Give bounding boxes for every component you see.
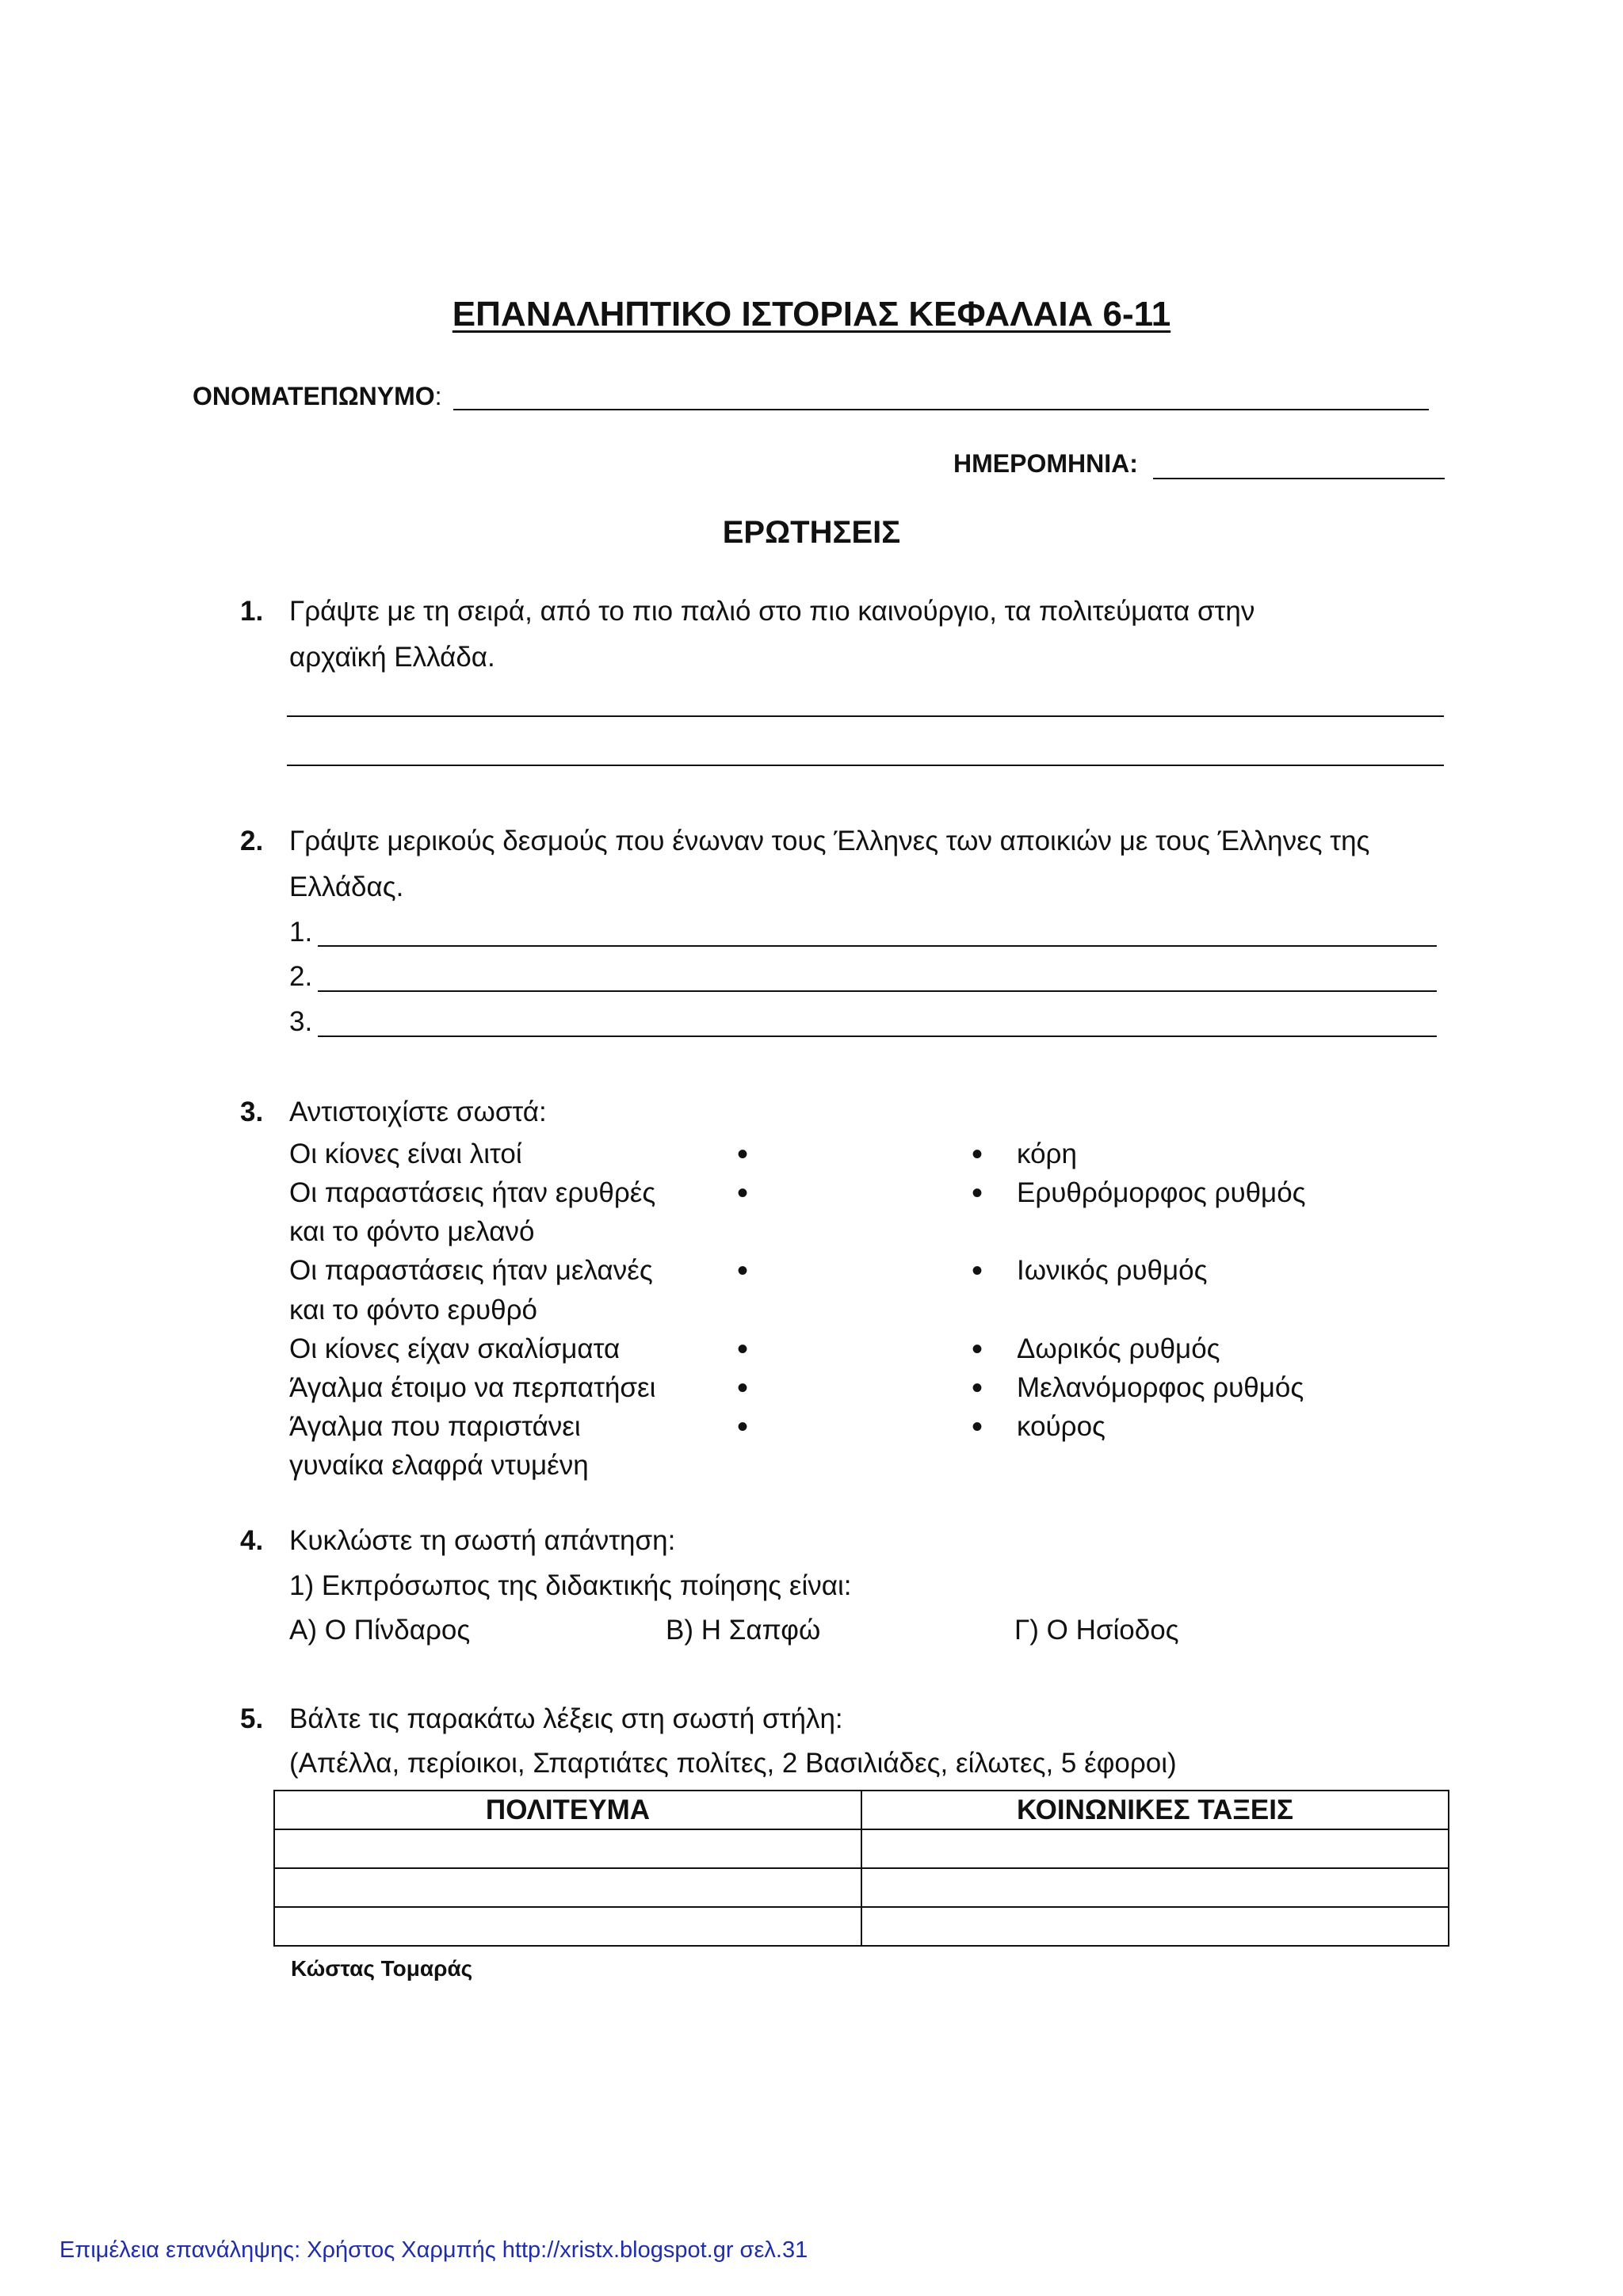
- q4-prompt: Κυκλώστε τη σωστή απάντηση:: [289, 1525, 676, 1556]
- column-header-koinonikes-taxeis: ΚΟΙΝΩΝΙΚΕΣ ΤΑΞΕΙΣ: [861, 1791, 1449, 1829]
- q3-left-item: Άγαλμα που παριστάνει: [289, 1411, 581, 1442]
- q3-right-item: Ιωνικός ρυθμός: [1017, 1255, 1208, 1286]
- q2-answer-line[interactable]: [318, 1035, 1437, 1037]
- q3-left-bullet[interactable]: •: [737, 1176, 749, 1211]
- q2-number: 2.: [240, 826, 264, 856]
- table-cell[interactable]: [274, 1829, 861, 1868]
- q4-subquestion: 1) Εκπρόσωπος της διδακτικής ποίησης είναι:: [289, 1570, 852, 1601]
- q3-left-item: Άγαλμα έτοιμο να περπατήσει: [289, 1372, 656, 1403]
- table-row: [274, 1907, 1449, 1946]
- date-answer-line[interactable]: [1153, 478, 1445, 479]
- q3-right-item: κούρος: [1017, 1411, 1106, 1442]
- q2-answer-line[interactable]: [318, 990, 1437, 992]
- q2-item-number: 1.: [289, 917, 313, 948]
- q3-left-bullet[interactable]: •: [737, 1137, 749, 1172]
- q3-right-bullet[interactable]: •: [972, 1253, 983, 1288]
- section-title: ΕΡΩΤΗΣΕΙΣ: [722, 515, 901, 550]
- table-cell[interactable]: [274, 1907, 861, 1946]
- q3-prompt: Αντιστοιχίστε σωστά:: [289, 1097, 547, 1127]
- q2-text-line1: Γράψτε μερικούς δεσμούς που ένωναν τους Έλληνες των αποικιών με τους Έλληνες της: [289, 826, 1370, 856]
- name-label-text: ΟΝΟΜΑΤΕΠΩΝΥΜΟ: [193, 382, 435, 410]
- q3-right-item: Μελανόμορφος ρυθμός: [1017, 1372, 1304, 1403]
- q3-left-item: Οι κίονες είχαν σκαλίσματα: [289, 1333, 621, 1364]
- q3-left-bullet[interactable]: •: [737, 1409, 749, 1444]
- q3-right-item: Δωρικός ρυθμός: [1017, 1333, 1220, 1364]
- q1-answer-line[interactable]: [287, 765, 1444, 766]
- q4-option-c[interactable]: Γ) Ο Ησίοδος: [1014, 1615, 1179, 1646]
- table-cell[interactable]: [274, 1868, 861, 1907]
- table-row: [274, 1829, 1449, 1868]
- author-name: Κώστας Τομαράς: [291, 1956, 473, 1981]
- q3-right-item: κόρη: [1017, 1138, 1077, 1169]
- q5-prompt: Βάλτε τις παρακάτω λέξεις στη σωστή στήλη:: [289, 1703, 843, 1734]
- date-field-label: ΗΜΕΡΟΜΗΝΙΑ:: [953, 449, 1138, 478]
- q1-text-line2: αρχαϊκή Ελλάδα.: [289, 642, 495, 673]
- q3-left-item: Οι παραστάσεις ήταν ερυθρές: [289, 1177, 656, 1208]
- q3-left-item: Οι παραστάσεις ήταν μελανές: [289, 1255, 653, 1286]
- column-header-politevma: ΠΟΛΙΤΕΥΜΑ: [274, 1791, 861, 1829]
- q1-number: 1.: [240, 596, 264, 627]
- q3-right-bullet[interactable]: •: [972, 1409, 983, 1444]
- worksheet-title: ΕΠΑΝΑΛΗΠΤΙΚΟ ΙΣΤΟΡΙΑΣ ΚΕΦΑΛΑΙΑ 6-11: [452, 295, 1171, 334]
- name-label-colon: :: [434, 382, 442, 410]
- q3-left-bullet[interactable]: •: [737, 1332, 749, 1367]
- q3-left-item: και το φόντο μελανό: [289, 1216, 535, 1247]
- q3-left-item: και το φόντο ερυθρό: [289, 1295, 538, 1325]
- table-header-row: [274, 1791, 1449, 1829]
- table-cell[interactable]: [861, 1829, 1449, 1868]
- q3-right-bullet[interactable]: •: [972, 1137, 983, 1172]
- q3-number: 3.: [240, 1097, 264, 1127]
- q3-right-bullet[interactable]: •: [972, 1371, 983, 1405]
- q2-item-number: 2.: [289, 961, 313, 992]
- q3-left-item: Οι κίονες είναι λιτοί: [289, 1138, 522, 1169]
- page-footer: Επιμέλεια επανάληψης: Χρήστος Χαρμπής http://xristx.blogspot.gr σελ.31: [59, 2237, 808, 2263]
- q3-left-item: γυναίκα ελαφρά ντυμένη: [289, 1450, 589, 1481]
- q2-answer-line[interactable]: [318, 945, 1437, 947]
- q3-right-bullet[interactable]: •: [972, 1332, 983, 1367]
- table-row: [274, 1868, 1449, 1907]
- q4-number: 4.: [240, 1525, 264, 1556]
- q4-option-b[interactable]: Β) Η Σαπφώ: [666, 1615, 821, 1646]
- q2-item-number: 3.: [289, 1006, 313, 1037]
- q1-text-line1: Γράψτε με τη σειρά, από το πιο παλιό στο πιο καινούργιο, τα πολιτεύματα στην: [289, 596, 1255, 627]
- name-field-label: [193, 382, 442, 411]
- name-answer-line[interactable]: [453, 409, 1429, 410]
- table-cell[interactable]: [861, 1907, 1449, 1946]
- q3-left-bullet[interactable]: •: [737, 1371, 749, 1405]
- q2-text-line2: Ελλάδας.: [289, 871, 404, 902]
- q5-word-list: (Απέλλα, περίοικοι, Σπαρτιάτες πολίτες, 2 Βασιλιάδες, είλωτες, 5 έφοροι): [289, 1748, 1177, 1779]
- q3-left-bullet[interactable]: •: [737, 1253, 749, 1288]
- q3-right-item: Ερυθρόμορφος ρυθμός: [1017, 1177, 1306, 1208]
- table-cell[interactable]: [861, 1868, 1449, 1907]
- classification-table: [273, 1790, 1449, 1947]
- q3-right-bullet[interactable]: •: [972, 1176, 983, 1211]
- q5-number: 5.: [240, 1703, 264, 1734]
- q1-answer-line[interactable]: [287, 715, 1444, 717]
- q4-option-a[interactable]: Α) Ο Πίνδαρος: [289, 1615, 471, 1646]
